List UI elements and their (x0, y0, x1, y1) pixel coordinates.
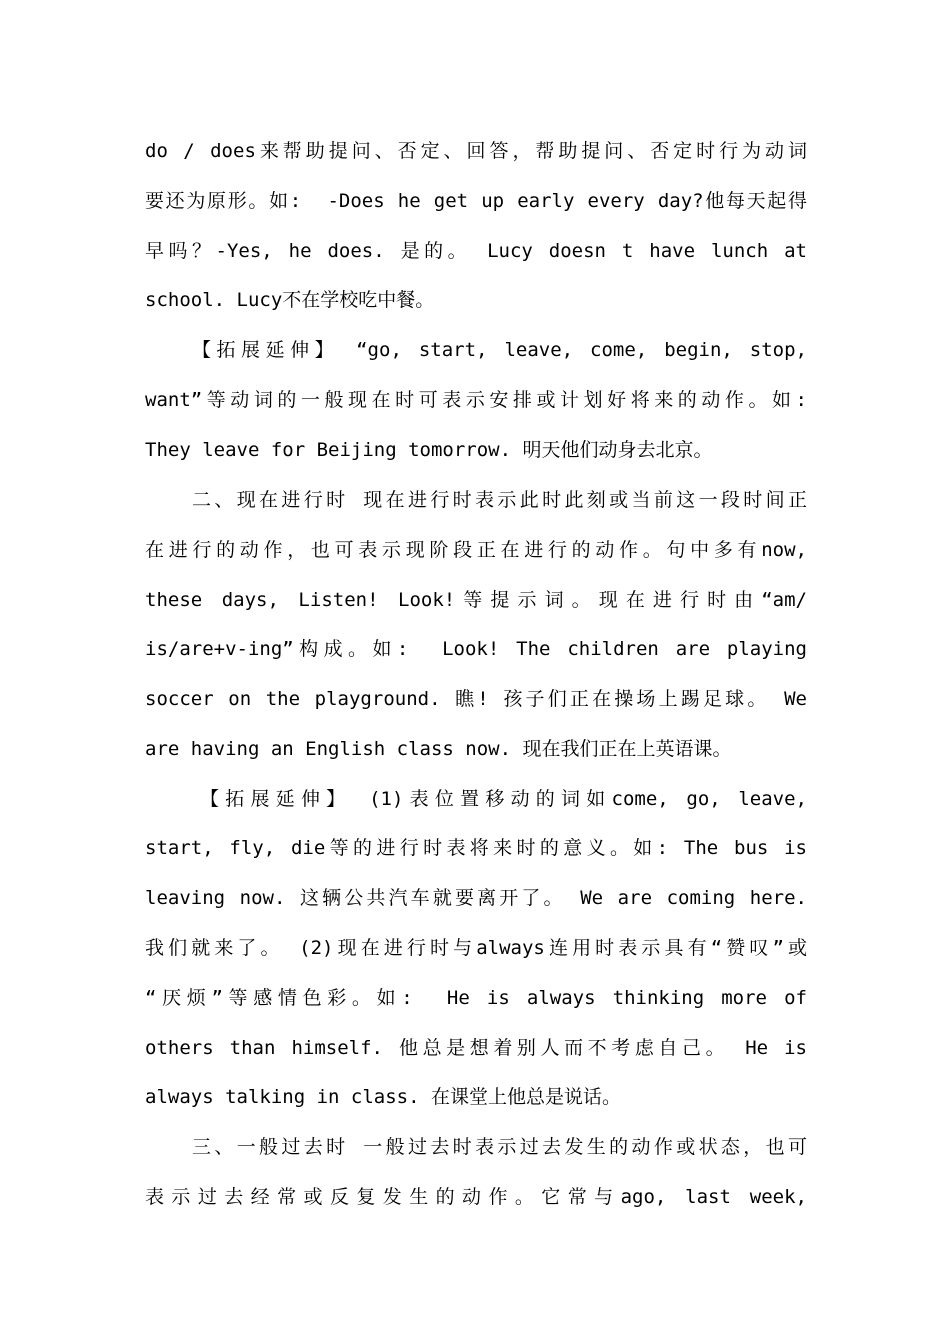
text-line: others than himself. 他总是想着别人而不考虑自己。 He is (145, 1037, 807, 1059)
text-line: 【拓展延伸】 “go, start, leave, come, begin, stop, (192, 339, 807, 361)
text-line: 三、一般过去时 一般过去时表示过去发生的动作或状态，也可 (192, 1136, 807, 1158)
text-line: always talking in class. 在课堂上他总是说话。 (145, 1086, 621, 1108)
text-line: 表示过去经常或反复发生的动作。它常与ago, last week, (145, 1186, 807, 1208)
text-line: want”等动词的一般现在时可表示安排或计划好将来的动作。如: (145, 389, 807, 411)
text-line: “厌烦”等感情色彩。如: He is always thinking more of (145, 987, 807, 1009)
text-line: school. Lucy不在学校吃中餐。 (145, 289, 435, 311)
text-line: is/are+v-ing”构成。如: Look! The children are playing (145, 638, 807, 660)
text-line: 二、现在进行时 现在进行时表示此时此刻或当前这一段时间正 (192, 489, 807, 511)
text-line: 在进行的动作，也可表示现阶段正在进行的动作。句中多有now, (145, 539, 807, 561)
text-line: 早吗？-Yes, he does. 是的。 Lucy doesn t have lunch at (145, 240, 807, 262)
text-line: 【拓展延伸】 (1)表位置移动的词如come, go, leave, (200, 788, 807, 810)
text-line: 我们就来了。 (2)现在进行时与always连用时表示具有“赞叹”或 (145, 937, 807, 959)
text-line: start, fly, die等的进行时表将来时的意义。如: The bus is (145, 837, 807, 859)
text-line: are having an English class now. 现在我们正在上英语课。 (145, 738, 732, 760)
text-line: these days, Listen! Look!等提示词。现在进行时由“am/ (145, 589, 807, 611)
text-line: They leave for Beijing tomorrow. 明天他们动身去北京。 (145, 439, 713, 461)
text-line: do / does来帮助提问、否定、回答，帮助提问、否定时行为动词 (145, 140, 807, 162)
text-line: soccer on the playground. 瞧! 孩子们正在操场上踢足球。 We (145, 688, 807, 710)
text-line: 要还为原形。如: -Does he get up early every day?他每天起得 (145, 190, 807, 212)
text-line: leaving now. 这辆公共汽车就要离开了。 We are coming here. (145, 887, 807, 909)
